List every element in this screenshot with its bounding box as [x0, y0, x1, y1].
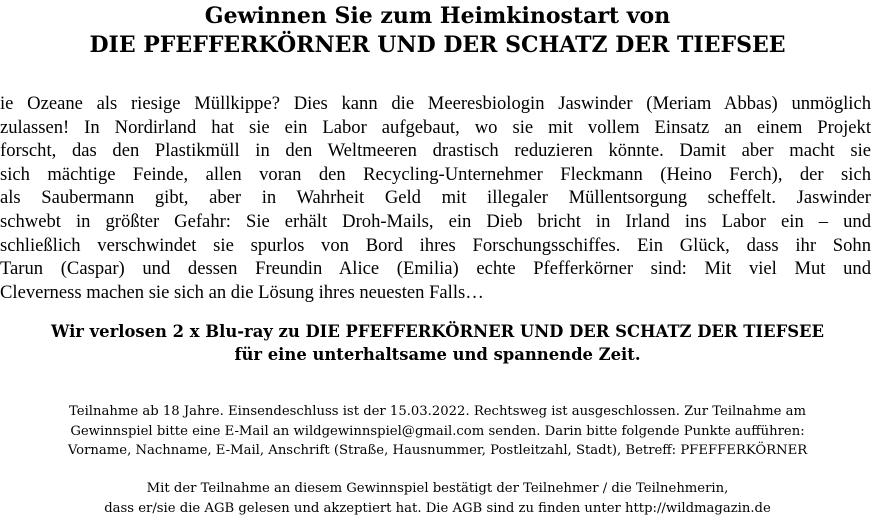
- synopsis-line: forscht, das den Plastikmüll in den Weltmeeren drastisch reduzieren könnte. Damit aber macht sie: [0, 140, 871, 162]
- synopsis-line: Tarun (Caspar) und dessen Freundin Alice (Emilia) echte Pfefferkörner sind: Mit viel Mut und: [0, 258, 871, 280]
- terms-line-2: Gewinnspiel bitte eine E-Mail an wildgewinnspiel@gmail.com senden. Darin bitte folgende Punkte aufführen:: [70, 423, 805, 439]
- synopsis-line: schließlich verschwindet sie spurlos von Bord ihres Forschungsschiffes. Ein Glück, dass ihr Sohn: [0, 234, 871, 256]
- raffle-line-1: Wir verlosen 2 x Blu-ray zu DIE PFEFFERKÖRNER UND DER SCHATZ DER TIEFSEE: [50, 322, 825, 341]
- agb-notice: [0, 479, 875, 518]
- participation-terms: [0, 402, 875, 461]
- raffle-announcement: [0, 320, 875, 366]
- synopsis-line: schwebt in größter Gefahr: Sie erhält Droh-Mails, ein Dieb bricht in Irland ins Labor ein – und: [0, 210, 871, 232]
- synopsis-line: als Saubermann gibt, aber in Wahrheit Geld mit illegaler Müllentsorgung scheffelt. Jaswinder: [0, 187, 871, 209]
- raffle-line-2: für eine unterhaltsame und spannende Zeit.: [234, 345, 641, 364]
- agb-line-2: dass er/sie die AGB gelesen und akzeptiert hat. Die AGB sind zu finden unter http://wildmagazin.de: [104, 500, 771, 516]
- terms-line-3: Vorname, Nachname, E-Mail, Anschrift (Straße, Hausnummer, Postleitzahl, Stadt), Betreff: PFEFFERKÖRNER: [67, 443, 808, 459]
- terms-line-1: Teilnahme ab 18 Jahre. Einsendeschluss ist der 15.03.2022. Rechtsweg ist ausgeschlossen. Zur Teilnahme am: [69, 404, 806, 419]
- movie-synopsis: [0, 92, 871, 304]
- agb-line-1: Mit der Teilnahme an diesem Gewinnspiel bestätigt der Teilnehmer / die Teilnehmerin,: [146, 481, 729, 496]
- synopsis-line: sich mächtige Feinde, allen voran den Recycling-Unternehmer Fleckmann (Heino Ferch), der sich: [0, 163, 871, 185]
- title-line-2-movie-name: DIE PFEFFERKÖRNER UND DER SCHATZ DER TIEFSEE: [89, 32, 786, 58]
- synopsis-line: Cleverness machen sie sich an die Lösung ihres neuesten Falls…: [0, 281, 484, 303]
- title-line-1: Gewinnen Sie zum Heimkinostart von: [204, 3, 671, 29]
- synopsis-line: ie Ozeane als riesige Müllkippe? Dies kann die Meeresbiologin Jaswinder (Meriam Abbas) unmöglich: [0, 93, 871, 114]
- contest-title: [0, 2, 875, 60]
- synopsis-line: zulassen! In Nordirland hat sie ein Labor aufgebaut, wo sie mit vollem Einsatz an einem Projekt: [0, 116, 871, 138]
